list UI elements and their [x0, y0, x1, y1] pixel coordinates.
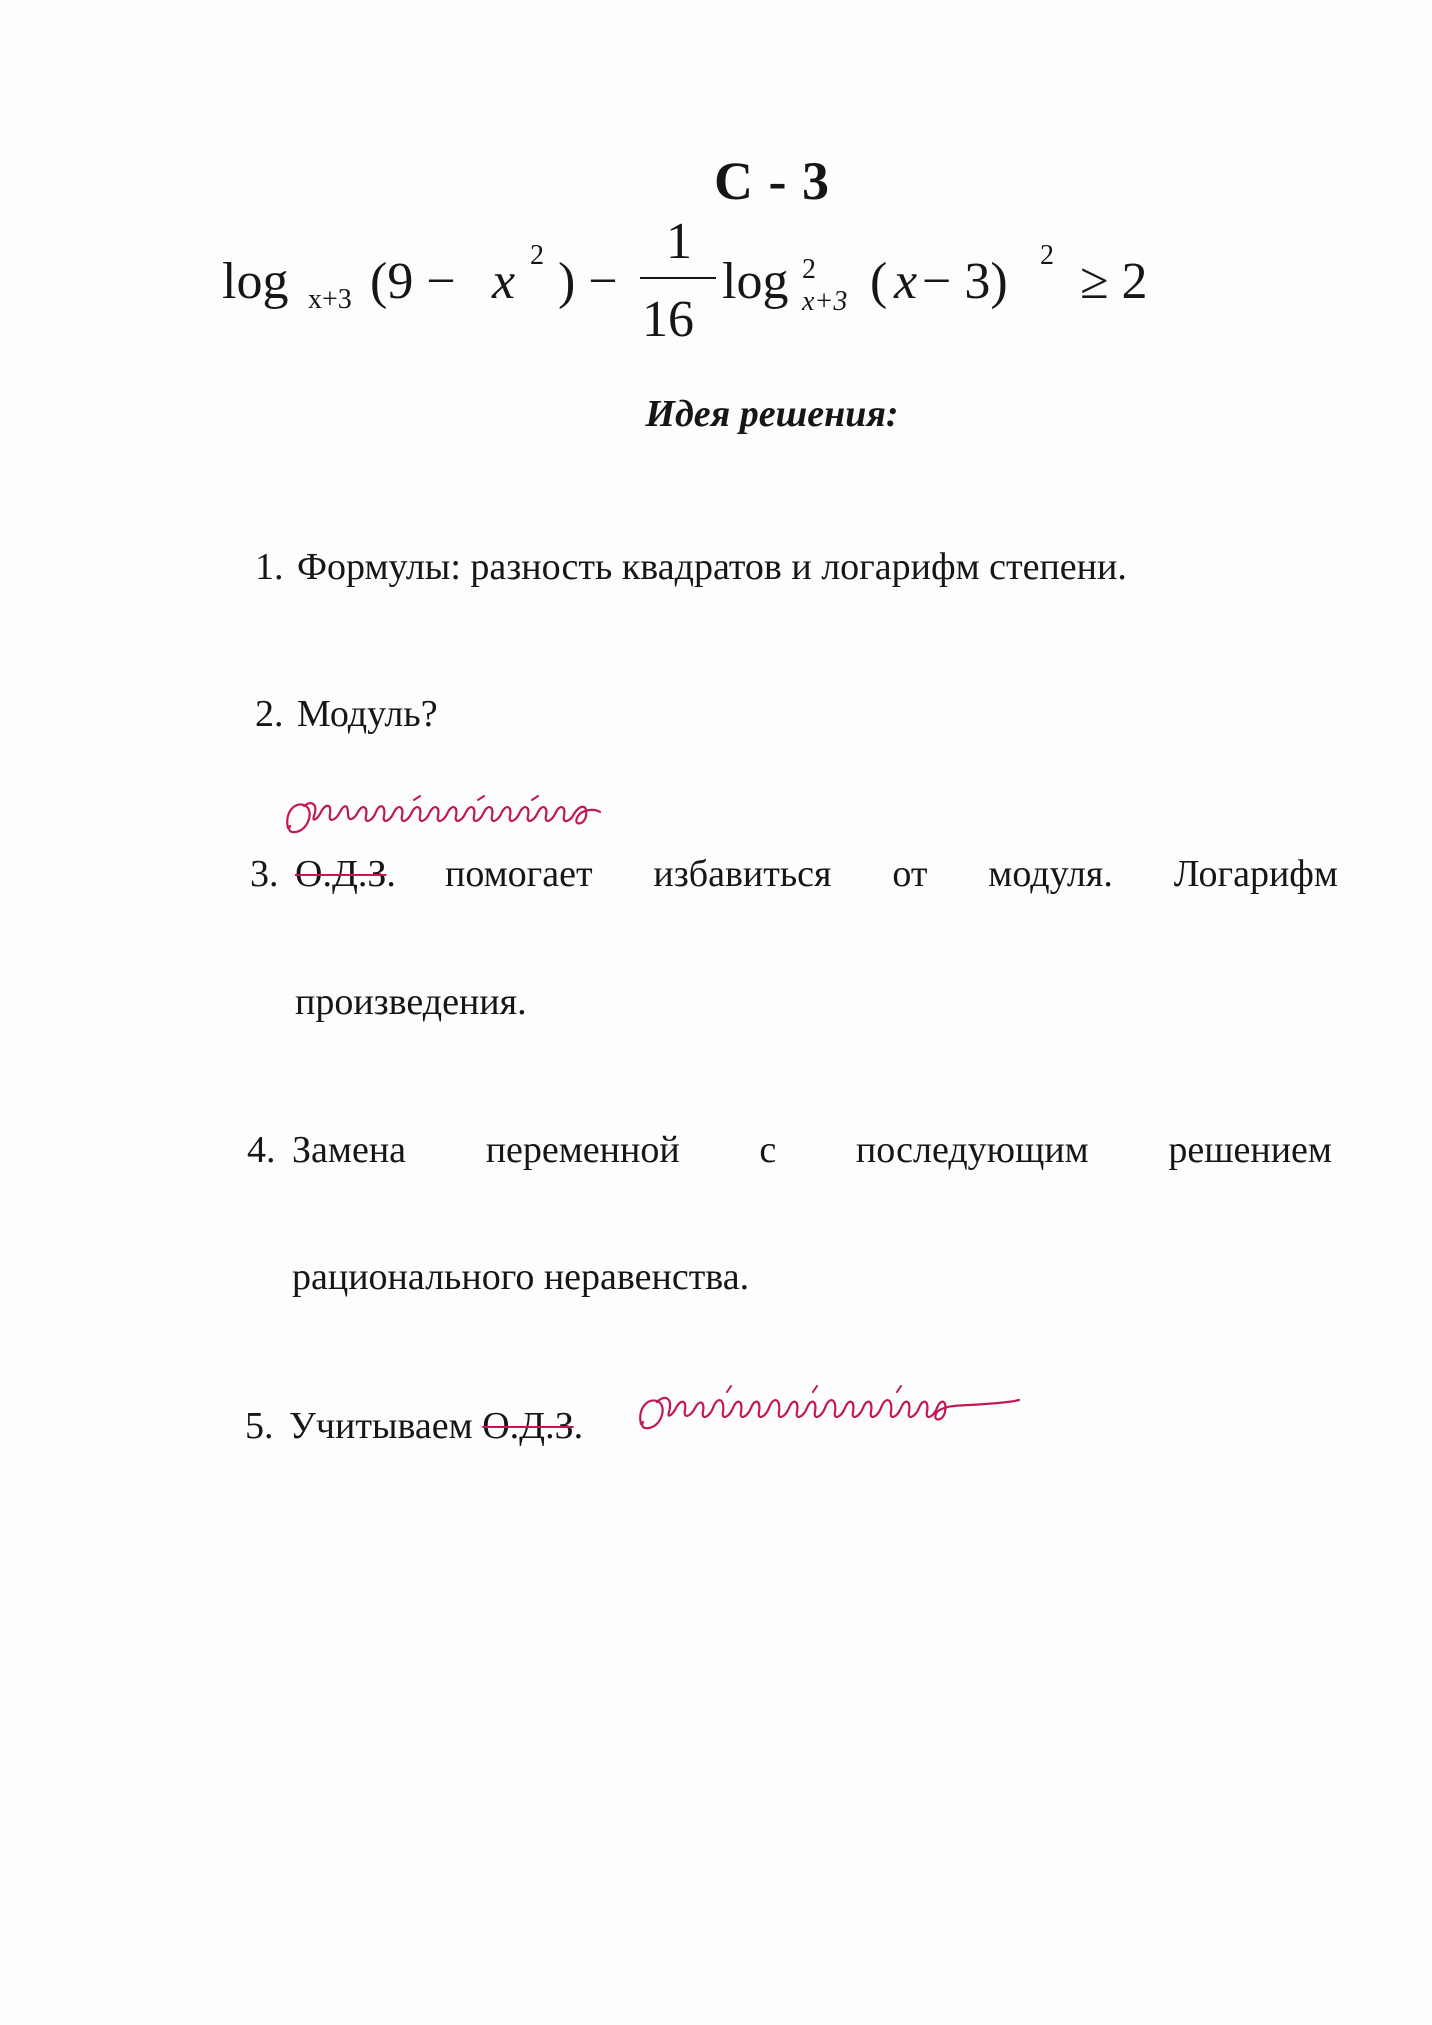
item-3-line-2: произведения.: [295, 981, 527, 1023]
struck-text: О.Д.З: [295, 853, 387, 895]
item-text: Модуль?: [297, 693, 438, 735]
arg-1-exp: 2: [530, 240, 544, 271]
item-number: 1.: [255, 546, 284, 588]
item-number: 4.: [247, 1129, 276, 1171]
word: модуля.: [988, 853, 1113, 895]
item-5-text: Учитываем: [289, 1405, 473, 1447]
fraction-bar: [640, 277, 716, 279]
arg-2-open: (: [870, 253, 888, 310]
handwritten-text: Ограничения: [635, 1371, 725, 1388]
struck-text: О.Д.З: [482, 1405, 574, 1447]
item-number: 3.: [250, 853, 279, 895]
handwritten-correction-1: [282, 777, 606, 846]
item-text: Формулы: разность квадратов и логарифм степени.: [297, 546, 1127, 588]
item-number: 5.: [245, 1405, 274, 1447]
struck-punct: .: [573, 1405, 584, 1447]
arg-2-exp: 2: [1040, 240, 1054, 271]
arg-2-rest: − 3): [922, 253, 1008, 310]
word: последующим: [855, 1129, 1089, 1171]
word: Замена: [292, 1129, 407, 1171]
page-title: С - 3: [714, 151, 830, 211]
log-2-exp: 2: [802, 254, 816, 285]
item-text: [289, 1404, 583, 1448]
fraction-numerator: 1: [666, 213, 692, 270]
handwritten-text: Ограничения: [282, 777, 372, 794]
word: избавиться: [653, 853, 832, 895]
arg-1-var: x: [492, 253, 516, 310]
handwritten-correction-2: [635, 1371, 1025, 1444]
log-2: log: [722, 253, 789, 310]
item-4-line-2: рационального неравенства.: [292, 1256, 750, 1298]
arg-1-open: (9 −: [370, 253, 456, 310]
solution-idea-heading: Идея решения:: [645, 393, 899, 435]
word: переменной: [485, 1129, 680, 1171]
log-1-base: x+3: [308, 284, 352, 315]
word: с: [759, 1129, 777, 1171]
word: от: [892, 853, 928, 895]
item-prefix: [295, 852, 396, 896]
arg-2-var: x: [894, 253, 918, 310]
word: Логарифм: [1173, 853, 1338, 895]
word: решением: [1168, 1129, 1332, 1171]
log-1: log: [222, 253, 289, 310]
item-3-line-1: [445, 852, 1338, 896]
word: помогает: [445, 853, 593, 895]
struck-punct: .: [386, 853, 396, 895]
item-number: 2.: [255, 693, 284, 735]
inequality-rhs: ≥ 2: [1080, 253, 1148, 310]
arg-1-close: ) −: [558, 253, 618, 310]
item-4-line-1: [292, 1128, 1332, 1172]
log-2-base: x+3: [802, 286, 848, 317]
fraction-denominator: 16: [642, 291, 694, 348]
